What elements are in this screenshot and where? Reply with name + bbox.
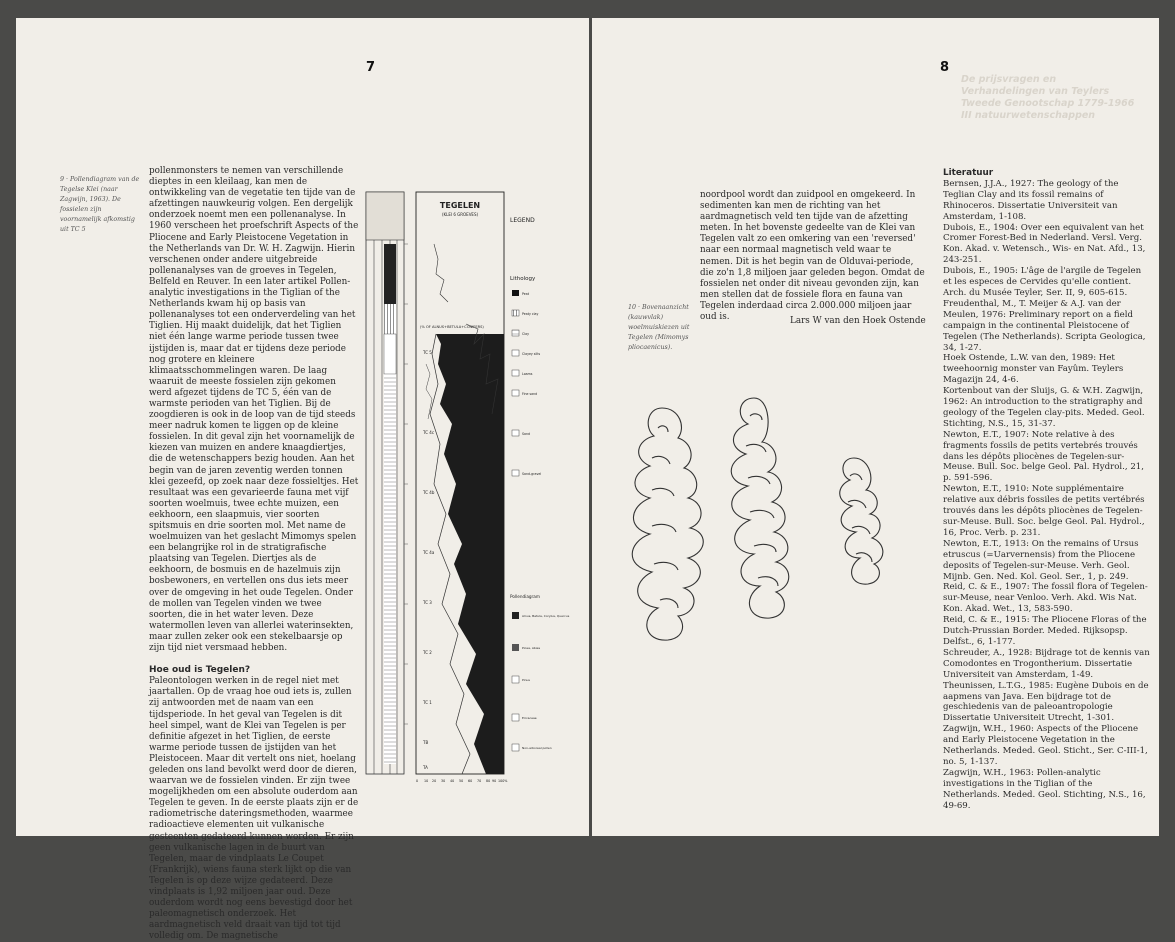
zone-label: TC 4c: [423, 430, 435, 435]
legend-item: Clay: [522, 332, 529, 336]
zone-label: TA: [423, 765, 428, 770]
molar-drawings: [592, 388, 942, 688]
reference-item: Bernsen, J.J.A., 1927: The geology of the Teglian Clay and its fossil remains of Rhinoceros. Dissertatie Universiteit van Amsterdam, 1-108.: [943, 178, 1119, 222]
reference-item: Kortenbout van der Sluijs, G. & W.H. Zagwijn, 1962: An introduction to the stratigraphy and geology of the Tegelen clay-pits. Meded. Geol. Stichting, N.S., 15, 31-37.: [943, 386, 1145, 429]
legend-item: Sand: [522, 432, 531, 436]
lithology-column: [384, 244, 396, 764]
legend-item: Peat: [522, 292, 529, 296]
x-tick: 50: [459, 779, 464, 783]
paragraph: noordpool wordt dan zuidpool en omgekeerd. In sedimenten kan men de richting van het aardmagnetisch veld ten tijde van de afzetting meten. In het bovenste gedeelte van de Klei van Tegelen valt zo een omkering van een 'reversed' naar een normaal magnetisch veld waar te nemen. Dit is het begin van de Olduvai-periode, die zo'n 1,8 miljoen jaar geleden begon. Omdat de fossielen net onder dit niveau gevonden zijn, kan men stellen dat de fossiele flora en fauna van Tegelen inderdaad circa 2.000.000 miljoen jaar oud is.: [700, 190, 925, 323]
section-heading: Hoe oud is Tegelen?: [149, 665, 251, 676]
show-through-text: De prijsvragen en Verhandelingen van Teylers Tweede Genootschap 1779-1966 III natuurwetenschappen: [961, 74, 1135, 121]
references-title: Literatuur: [943, 168, 994, 178]
author-name: Lars W van den Hoek Ostende: [790, 316, 926, 326]
right-page: [592, 18, 1159, 836]
x-tick: 60: [468, 779, 473, 783]
legend-item: Clayey silts: [522, 352, 541, 356]
legend-item: Alnus, Betula, Corylus, Quercus: [522, 614, 570, 618]
legend-item: Non-arboreal pollen: [522, 746, 552, 750]
zone-label: TC 3: [423, 600, 432, 605]
pollen-diagram: [366, 184, 576, 794]
left-page: [16, 18, 589, 942]
reference-item: Newton, E.T., 1910: Note supplémentaire relative aux débris fossiles de petits vertébrés trouvés dans les dépôts pliocènes de Tegelen-sur-Meuse. Bull. Soc. belge Geol. Pal. Hydrol., 16, Proc. Verb. p. 231.: [943, 484, 1145, 538]
x-tick: 20: [432, 779, 437, 783]
reference-item: Dubois, E., 1904: Over een equivalent van het Cromer Forest-Bed in Nederland. Versl. Verg. Kon. Akad. v. Wetensch., Wis- en Nat. Afd., 13, 243-251.: [943, 222, 1146, 266]
figure-caption: 10 · Bovenaanzicht (kauwvlak) woelmuiskiezen uit Tegelen (Mimomys pliocaenicus).: [628, 304, 690, 351]
x-tick: 70: [477, 779, 482, 783]
reference-item: Newton, E.T., 1913: On the remains of Ursus etruscus (=Uarvernensis) from the Pliocene deposits of Tegelen-sur-Meuse. Verh. Geol. Mijnb. Gen. Ned. Kol. Geol. Ser., 1, p. 249.: [943, 538, 1139, 582]
x-tick: 100%: [498, 779, 508, 783]
reference-item: Freudenthal, M., T. Meijer & A.J. van der Meulen, 1976: Preliminary report on a field campaign in the continental Pleistocene of Tegelen (The Netherlands). Scripta Geologica, 34, 1-27.: [943, 298, 1146, 353]
legend-item: Ericaceae: [522, 716, 537, 720]
references-list: [943, 168, 1151, 811]
body-column: [700, 190, 926, 323]
zone-label: TC 5: [423, 350, 432, 355]
diagram-annotation: (% OF ALNUS+BETULA+CONIFERS): [420, 325, 484, 329]
page-number: 7: [366, 60, 376, 75]
legend-item: Fine sand: [522, 392, 538, 396]
figure-subtitle: (KLEI 6 GROEVES): [441, 212, 479, 217]
reference-item: Newton, E.T., 1907: Note relative à des fragments fossils de petits vertebrés trouvés dans les dépôts pliocènes de Tegelen-sur-Meuse. Bull. Soc. belge Geol. Pal. Hydrol., 21, p. 591-596.: [943, 429, 1144, 484]
reference-item: Zagwijn, W.H., 1963: Pollen-analytic investigations in the Tiglian of the Netherlands. Meded. Geol. Stichting, N.S., 16, 49-69.: [943, 767, 1146, 811]
zone-label: TC 4b: [423, 490, 435, 495]
legend-item: Pinus: [522, 678, 530, 682]
molar-drawing-2: [731, 398, 789, 618]
x-tick: 90: [492, 779, 497, 783]
pollen-curves: [426, 244, 504, 774]
lithology-label: Lithology: [510, 276, 536, 282]
body-column: [149, 166, 361, 942]
zone-label: TC 2: [423, 650, 432, 655]
legend-item: Loams: [522, 372, 533, 376]
x-tick: 10: [424, 779, 429, 783]
reference-item: Dubois, E., 1905: L'âge de l'argile de Tegelen et les especes de Cervides qu'elle contient. Arch. du Musée Teyler, Ser. II, 9, 605-615.: [943, 266, 1142, 298]
reference-item: Schreuder, A., 1928: Bijdrage tot de kennis van Comodontes en Trogontherium. Dissertatie Universiteit van Amsterdam, 1-49.: [943, 647, 1150, 680]
molar-drawing-3: [840, 458, 883, 584]
paragraph: Paleontologen werken in de regel niet met jaartallen. Op de vraag hoe oud iets is, zullen zij antwoorden met de naam van een tijdsperiode. In het geval van Tegelen is dit heel simpel, want de Klei van Tegelen is per definitie afgezet in het Tiglien, de eerste warme periode tussen de ijstijden van het Pleistoceen. Maar dit vertelt ons niet, hoelang geleden ons land bevolkt werd door de dieren, waarvan we de fossielen vinden. Er zijn twee mogelijkheden om een absolute ouderdom aan Tegelen te geven. In de eerste plaats zijn er de radiometrische dateringsmethoden, waarmee radioactieve elementen uit vulkanische gesteenten gedateerd kunnen worden. Er zijn geen vulkanische lagen in de buurt van Tegelen, maar de vindplaats Le Coupet (Frankrijk), wiens fauna sterk lijkt op die van Tegelen is op deze wijze gedateerd. Deze vindplaats is 1,92 miljoen jaar oud. Deze ouderdom wordt nog eens bevestigd door het paleomagnetisch onderzoek. Het aardmagnetisch veld draait van tijd tot tijd volledig om. De magnetische: [149, 676, 359, 942]
legend-item: Peaty clay: [522, 312, 539, 316]
reference-item: Theunissen, L.T.G., 1985: Eugène Dubois en de aapmens van Java. Een bijdrage tot de geschiedenis van de paleoantropologie Dissertatie Universiteit Utrecht, 1-301.: [943, 680, 1149, 724]
reference-item: Reid, C. & E., 1915: The Pliocene Floras of the Dutch-Prussian Border. Meded. Rijksopsp. Delfst., 6, 1-177.: [943, 615, 1147, 647]
zone-label: TC 1: [423, 700, 432, 705]
legend-title: LEGEND: [510, 217, 535, 224]
figure-caption: 9 · Pollendiagram van de Tegelse Klei (naar Zagwijn, 1963). De fossielen zijn voornamelijk afkomstig uit TC 5: [60, 176, 140, 233]
molar-drawing-1: [632, 408, 703, 640]
reference-item: Hoek Ostende, L.W. van den, 1989: Het tweehoornig monster van Fayûm. Teylers Magazijn 24, 4-6.: [943, 353, 1124, 386]
page-number: 8: [940, 60, 950, 75]
x-tick: 40: [450, 779, 455, 783]
legend-item: Picea, Abies: [522, 646, 541, 650]
zone-label: TB: [423, 740, 429, 745]
paragraph: pollenmonsters te nemen van verschillende dieptes in een kleilaag, kan men de ontwikkeling van de vegetatie ten tijde van de afzettingen nauwkeurig volgen. Een dergelijk onderzoek noemt men een pollenanalyse. In 1960 verscheen het proefschrift Aspects of the Pliocene and Early Pleistocene Vegetation in the Netherlands van Dr. W. H. Zagwijn. Hierin verschenen onder andere uitgebreide pollenanalyses van de groeves in Tegelen, Belfeld en Reuver. In een later artikel Pollen-analytic investigations in the Tiglian of the Netherlands kwam hij op basis van pollenanalyses tot een onderverdeling van het Tiglien. Hij maakt duidelijk, dat het Tiglien niet één lange warme periode tussen twee ijstijden is, maar dat er tijdens deze periode nog grotere en kleinere klimaatsschommelingen waren. De laag waaruit de meeste fossielen zijn gekomen werd afgezet tijdens de TC 5, één van de warmste perioden van het Tiglien. Bij de zoogdieren is ook in de loop van de tijd steeds meer nadruk komen te liggen op de kleine fossielen. In dit geval zijn het voornamelijk de kiezen van muizen en andere knaagdiertjes, die de wetenschappers bezig houden. Aan het begin van de jaren zeventig werden tonnen klei gezeefd, op zoek naar deze fossieltjes. Het resultaat was een gevarieerde fauna met vijf soorten woelmuis, twee echte muizen, een eekhoorn, een slaapmuis, vier soorten spitsmuis en drie soorten mol. Met name de woelmuizen van het geslacht Mimomys spelen een belangrijke rol in de stratigrafische plaatsing van Tegelen. Diertjes als de eekhoorn, de bosmuis en de hazelmuis zijn bosbewoners, en vertellen ons dus iets meer over de omgeving in het oude Tegelen. Onder de mollen van Tegelen vinden we twee soorten, die in het water leven. Deze watermollen leven van allerlei waterinsekten, maar zullen zeker ook een stekelbaarsje op zijn tijd niet versmaad hebben.: [149, 166, 359, 654]
figure-title: TEGELEN: [439, 201, 481, 210]
zone-label: TC 4a: [423, 550, 435, 555]
legend-item: Sand-gravel: [522, 472, 542, 476]
pollen-legend-title: Pollendiagram: [510, 594, 540, 599]
reference-item: Reid, C. & E., 1907: The fossil flora of Tegelen-sur-Meuse, near Venloo. Verh. Akd. Wis Nat. Kon. Akad. Wet., 13, 583-590.: [943, 582, 1148, 615]
x-tick: 80: [486, 779, 491, 783]
x-tick: 0: [416, 779, 419, 783]
x-tick: 30: [441, 779, 446, 783]
reference-item: Zagwijn, W.H., 1960: Aspects of the Pliocene and Early Pleistocene Vegetation in the Netherlands. Meded. Geol. Sticht., Ser. C-III-1, no. 5, 1-137.: [943, 724, 1148, 767]
